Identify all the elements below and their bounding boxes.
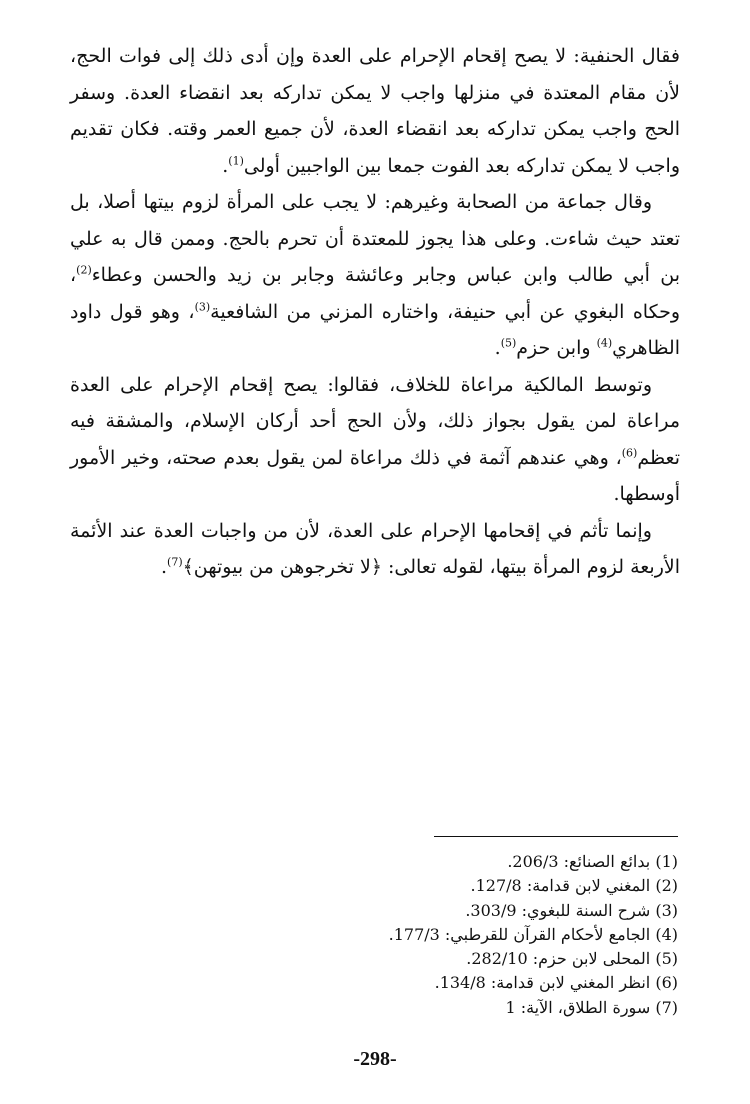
footnote-ref-7: (7) bbox=[167, 555, 183, 569]
footnote-5: (5) المحلى لابن حزم: 282/10. bbox=[466, 949, 678, 969]
quran-bracket-open: ﴿ bbox=[370, 556, 382, 578]
footnote-7: (7) سورة الطلاق، الآية: 1 bbox=[505, 997, 678, 1017]
footnote-3: (3) شرح السنة للبغوي: 303/9. bbox=[465, 900, 678, 920]
paragraph-3 bbox=[70, 367, 680, 513]
paragraph-2-text-a: وقال جماعة من الصحابة وغيرهم: لا يجب على المرأة لزوم بيتها أصلا، بل تعتد حيث شاءت. وعلى هذا يجوز للمعتدة أن تحرم بالحج. وممن قال به علي بن أبي طالب وابن عباس وجابر وعائشة وجابر بن زيد والحسن وعطاء bbox=[70, 191, 680, 286]
footnote-ref-1: (1) bbox=[228, 154, 244, 168]
page-number: -298- bbox=[353, 1048, 397, 1070]
paragraph-1-end: . bbox=[222, 154, 229, 177]
paragraph-4-text: وإنما تأثم في إقحامها الإحرام على العدة، لأن من واجبات العدة عند الأئمة الأربعة لزوم المرأة بيتها، لقوله تعالى: bbox=[70, 519, 680, 578]
footnote-ref-4: (4) bbox=[596, 336, 613, 350]
main-text bbox=[70, 38, 680, 586]
footnote-ref-2: (2) bbox=[76, 263, 92, 277]
paragraph-1-text: فقال الحنفية: لا يصح إقحام الإحرام على العدة وإن أدى ذلك إلى فوات الحج، لأن مقام المعتدة في منزلها واجب لا يمكن تداركه بعد انقضاء العدة. وسفر الحج واجب يمكن تداركه بعد انقضاء العدة، لأن جميع العمر وقته. فكان تقديم واجب لا يمكن تداركه بعد الفوت جمعا بين الواجبين أولى bbox=[70, 45, 680, 177]
footnote-ref-6: (6) bbox=[621, 446, 638, 460]
paragraph-2-text-b: ، وحكاه البغوي عن أبي حنيفة، واختاره المزني من الشافعية bbox=[70, 264, 680, 323]
paragraph-2-text-c: ، وهو قول داود الظاهري bbox=[70, 300, 680, 359]
footnote-2: (2) المغني لابن قدامة: 127/8. bbox=[470, 876, 678, 896]
paragraph-2-text-d: وابن حزم bbox=[516, 337, 597, 359]
quran-quote: لا تخرجوهن من بيوتهن bbox=[193, 556, 371, 578]
footnote-divider bbox=[434, 836, 678, 837]
paragraph-1 bbox=[70, 38, 680, 184]
footnotes-list bbox=[278, 850, 678, 1020]
paragraph-3-text-a: وتوسط المالكية مراعاة للخلاف، فقالوا: يصح إقحام الإحرام على العدة مراعاة لمن يقول بجواز ذلك، ولأن الحج أحد أركان الإسلام، والمشقة فيه تعظم bbox=[70, 373, 680, 469]
paragraph-2-end: . bbox=[494, 337, 501, 359]
footnote-1: (1) بدائع الصنائع: 206/3. bbox=[507, 852, 678, 871]
footnote-ref-5: (5) bbox=[500, 336, 517, 350]
paragraph-4-end: . bbox=[161, 556, 168, 578]
footnote-ref-3: (3) bbox=[194, 300, 211, 314]
paragraph-3-text-b: ، وهي عندهم آثمة في ذلك مراعاة لمن يقول بعدم صحته، وخير الأمور أوسطها. bbox=[70, 446, 680, 505]
footnote-4: (4) الجامع لأحكام القرآن للقرطبي: 177/3. bbox=[388, 924, 678, 944]
footnote-6: (6) انظر المغني لابن قدامة: 134/8. bbox=[434, 973, 678, 993]
paragraph-2 bbox=[70, 184, 680, 367]
paragraph-4 bbox=[70, 513, 680, 586]
quran-bracket-close: ﴾ bbox=[182, 556, 194, 578]
